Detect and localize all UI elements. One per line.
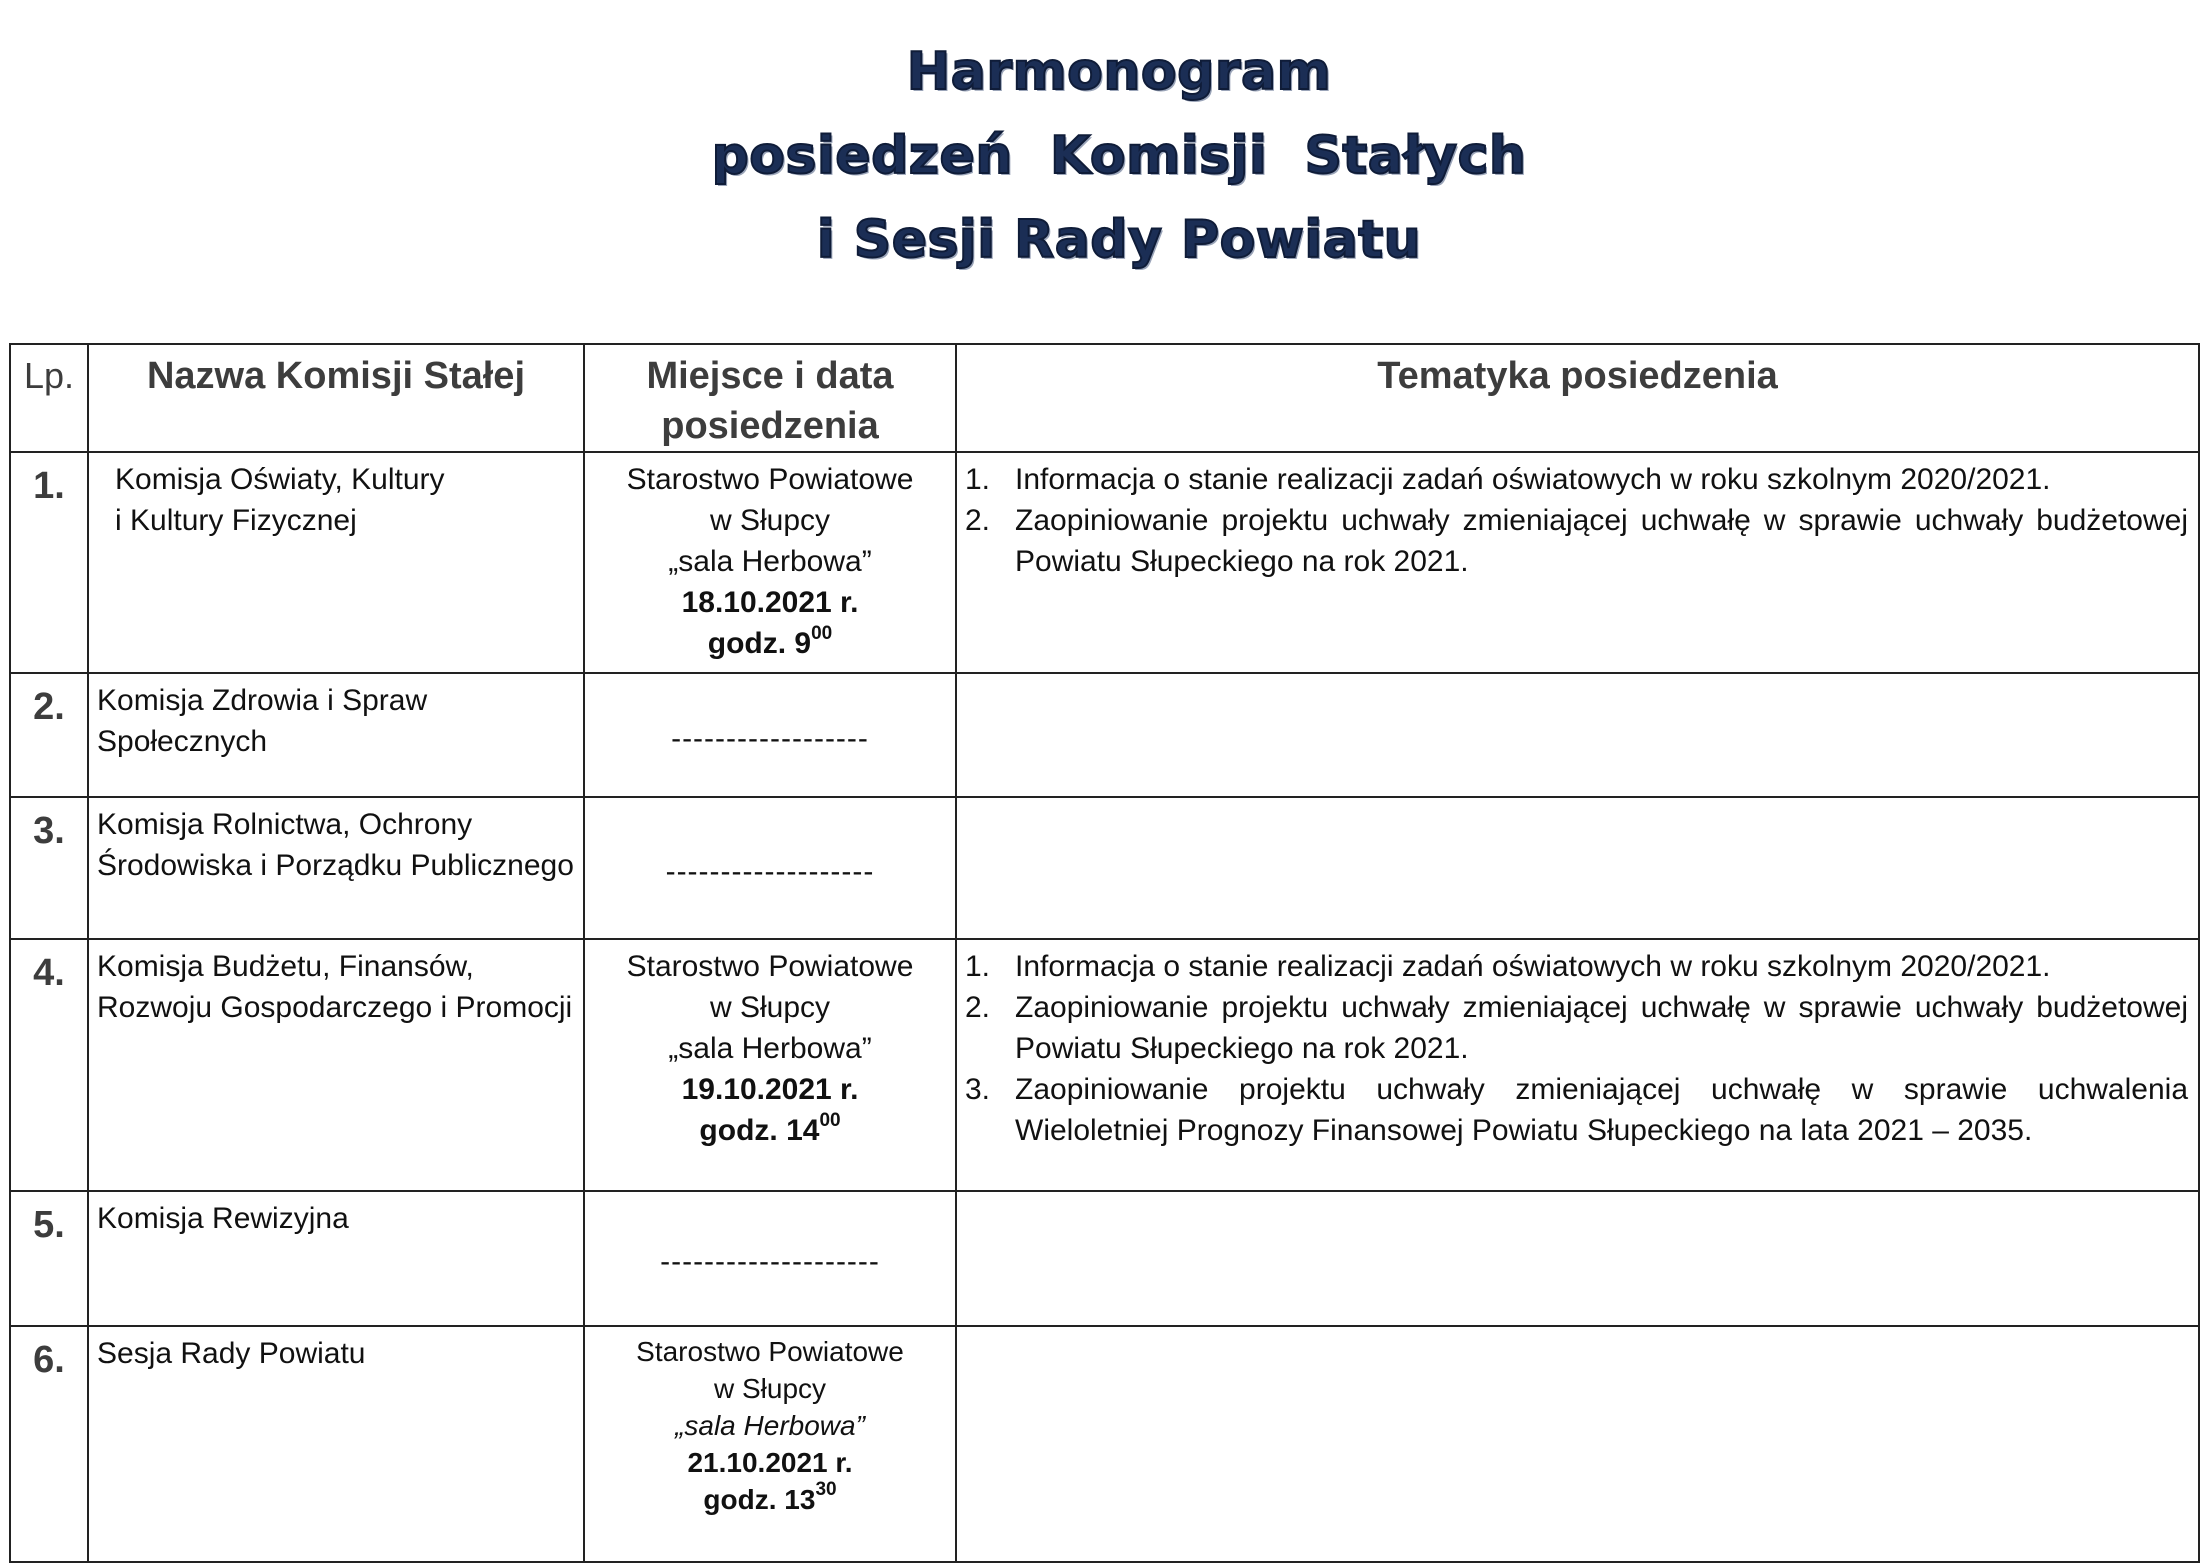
place-name: Starostwo Powiatowe [636,1336,904,1367]
list-item [965,500,2188,582]
time-hour: godz. 9 [707,627,812,660]
place-date-empty: ------------------- [584,797,956,939]
row-number: 5. [10,1191,88,1326]
meeting-date: 21.10.2021 r. [687,1447,853,1478]
title-line-1: Harmonogram [906,42,1332,102]
title-line-2: posiedzeń Komisji Stałych [711,126,1527,186]
place-name: Starostwo Powiatowe [626,950,914,983]
title-line-3: i Sesji Rady Powiatu [816,210,1422,270]
place-date-cell [584,1326,956,1562]
meeting-date: 19.10.2021 r. [681,1073,859,1106]
header-topics: Tematyka posiedzenia [956,344,2199,452]
committee-name [88,939,584,1191]
topics-cell [956,939,2199,1191]
list-item [965,987,2188,1069]
topic-number: 1. [965,463,991,496]
time-minutes: 00 [811,623,833,644]
list-item [965,459,2188,500]
committee-name-line: Komisja Oświaty, Kultury [115,463,445,496]
place-town: w Słupcy [709,991,831,1024]
topics-cell-empty [956,1191,2199,1326]
header-name: Nazwa Komisji Stałej [88,344,584,452]
committee-name [88,1326,584,1562]
table-row [10,673,2199,797]
place-date-empty: -------------------- [584,1191,956,1326]
topic-text: Informacja o stanie realizacji zadań oświatowych w roku szkolnym 2020/2021. [1015,463,2051,496]
header-lp: Lp. [10,344,88,452]
time-hour: godz. 14 [699,1114,820,1147]
topic-number: 2. [965,504,991,537]
place-room: „sala Herbowa” [675,1410,865,1441]
topics-cell-empty [956,673,2199,797]
place-town: w Słupcy [709,504,831,537]
row-number: 2. [10,673,88,797]
topic-text: Zaopiniowanie projektu uchwały zmieniającej uchwałę w sprawie uchwały budżetowej Powiatu Słupeckiego na rok 2021. [1015,504,2188,578]
topic-list [965,946,2188,1151]
table-row [10,797,2199,939]
meeting-time [585,623,955,664]
committee-name [88,673,584,797]
time-hour: godz. 13 [703,1484,816,1515]
topic-number: 1. [965,950,991,983]
committee-name-line: Społecznych [97,725,268,758]
place-town: w Słupcy [713,1373,827,1404]
table-header-row [10,344,2199,452]
schedule-table [9,343,2200,1563]
committee-name [88,797,584,939]
topic-list [965,459,2188,582]
table-row [10,1326,2199,1562]
place-date-empty: ------------------ [584,673,956,797]
header-place-date: Miejsce i data posiedzenia [584,344,956,452]
topic-text: Zaopiniowanie projektu uchwały zmieniającej uchwałę w sprawie uchwalenia Wieloletniej Prognozy Finansowej Powiatu Słupeckiego na lata 2021 – 2035. [1015,1073,2188,1147]
list-item [965,946,2188,987]
committee-name-line: Środowiska i Porządku Publicznego [97,849,574,882]
committee-name-line: Komisja Rolnictwa, Ochrony [97,808,473,841]
meeting-date: 18.10.2021 r. [681,586,859,619]
place-room: „sala Herbowa” [668,545,872,578]
row-number: 1. [10,452,88,673]
topic-text: Informacja o stanie realizacji zadań oświatowych w roku szkolnym 2020/2021. [1015,950,2051,983]
table-row [10,939,2199,1191]
row-number: 3. [10,797,88,939]
committee-name-line: Komisja Rewizyjna [97,1202,349,1235]
meeting-time [585,1481,955,1518]
table-row [10,452,2199,673]
committee-name-line: Rozwoju Gospodarczego i Promocji [97,991,573,1024]
committee-name [88,452,584,673]
place-date-cell [584,452,956,673]
list-item [965,1069,2188,1151]
topic-number: 3. [965,1073,991,1106]
topics-cell-empty [956,797,2199,939]
row-number: 6. [10,1326,88,1562]
time-minutes: 30 [815,1479,837,1500]
row-number: 4. [10,939,88,1191]
place-room: „sala Herbowa” [668,1032,872,1065]
committee-name-line: i Kultury Fizycznej [115,504,357,537]
topics-cell [956,452,2199,673]
topics-cell-empty [956,1326,2199,1562]
topic-number: 2. [965,991,991,1024]
committee-name-line: Komisja Zdrowia i Spraw [97,684,428,717]
time-minutes: 00 [819,1110,841,1131]
meeting-time [585,1110,955,1151]
committee-name-line: Komisja Budżetu, Finansów, [97,950,474,983]
committee-name-line: Sesja Rady Powiatu [97,1337,366,1370]
committee-name [88,1191,584,1326]
topic-text: Zaopiniowanie projektu uchwały zmieniającej uchwałę w sprawie uchwały budżetowej Powiatu Słupeckiego na rok 2021. [1015,991,2188,1065]
table-row [10,1191,2199,1326]
place-name: Starostwo Powiatowe [626,463,914,496]
place-date-cell [584,939,956,1191]
page-title [0,30,2203,282]
